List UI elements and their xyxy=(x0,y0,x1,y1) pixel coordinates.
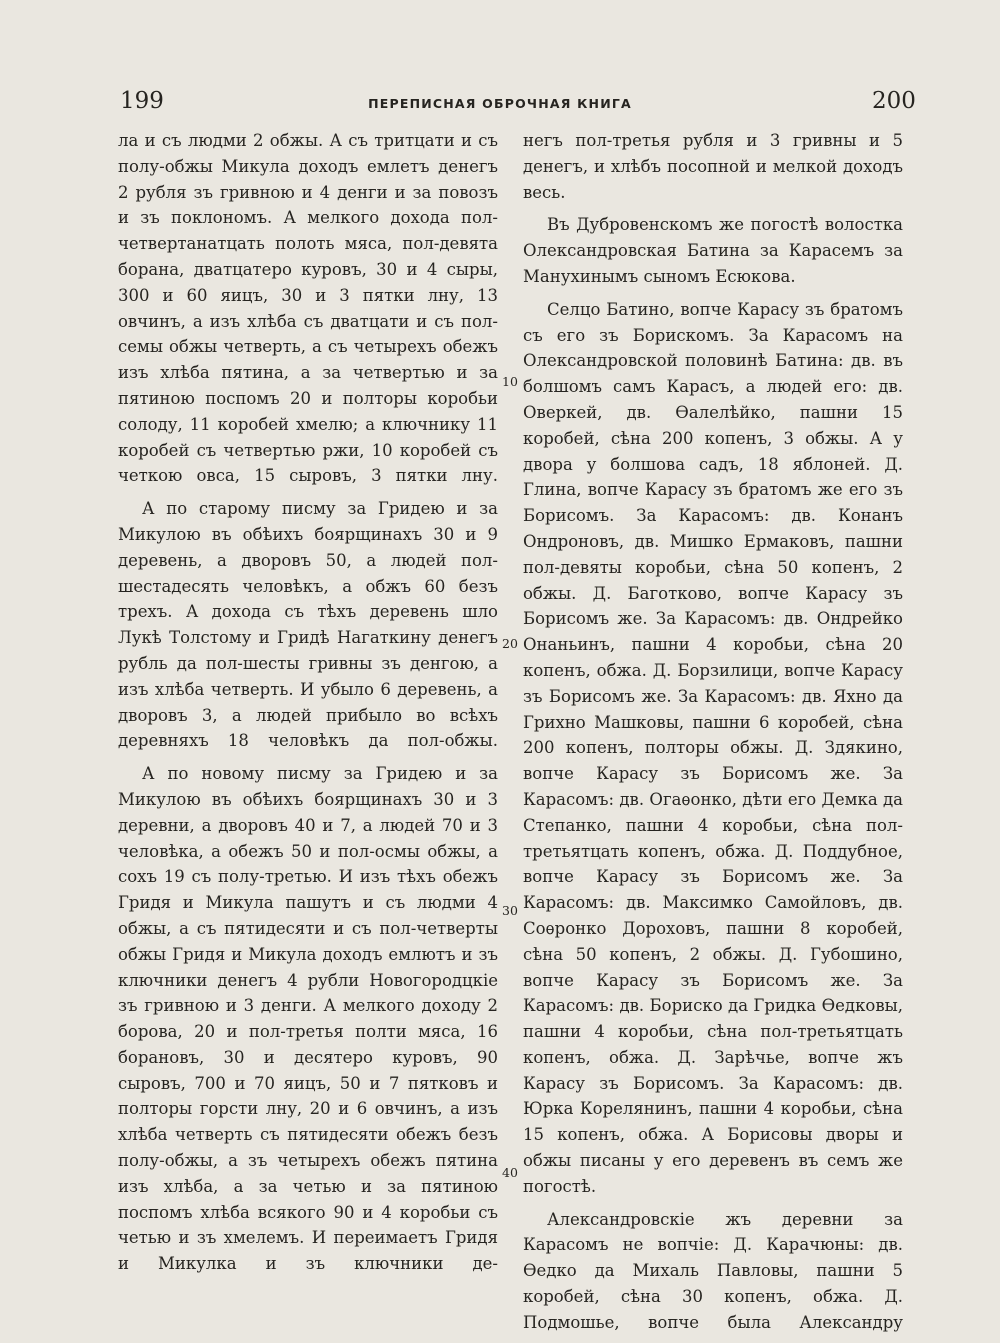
right-column xyxy=(523,128,903,1343)
running-title: ПЕРЕПИСНАЯ ОБРОЧНАЯ КНИГА xyxy=(368,96,632,111)
line-number: 10 xyxy=(502,374,518,389)
page-number-right: 200 xyxy=(872,88,916,114)
paragraph: А по новому писму за Гридею и за Микулою въ обѣихъ боярщинахъ 30 и 3 деревни, а дворовъ 40 и 7, а людей 70 и 3 человѣка, а обежъ 50 и пол-осмы обжы, а сохъ 19 съ полу-третью. И изъ тѣхъ обежъ Гридя и Микула пашутъ и съ людми 4 обжы, а съ пятидесяти и съ пол-четверты обжы Гридя и Микула доходъ емлютъ и зъ ключники денегъ 4 рубли Новогородцкіе зъ гривною и 3 денги. А мелкого доходу 2 борова, 20 и пол-третья полти мяса, 16 борановъ, 30 и десятеро куровъ, 90 сыровъ, 700 и 70 яицъ, 50 и 7 пятковъ и полторы горсти лну, 20 и 6 овчинъ, а изъ хлѣба четверть съ пятидесяти обежъ безъ полу-обжы, а зъ четырехъ обежъ пятина изъ хлѣба, а за четью и за пятиною поспомъ хлѣба всякого 90 и 4 коробьи съ четью и зъ хмелемъ. И переимаетъ Гридя и Микулка и зъ ключники де- xyxy=(118,764,498,1274)
line-number: 40 xyxy=(502,1165,518,1180)
page-number-left: 199 xyxy=(120,88,164,114)
line-number: 30 xyxy=(502,903,518,918)
paragraph: Александровскіе жъ деревни за Карасомъ не вопчіе: Д. Карачюны: дв. Ѳедко да Михаль Павловы, пашни 5 коробей, сѣна 30 копенъ, обжа. Д. Подмошье, вопче была Александру xyxy=(523,1209,903,1332)
paragraph: негъ пол-третья рубля и 3 гривны и 5 денегъ, и хлѣбъ посопной и мелкой доходъ весь. xyxy=(523,131,903,202)
left-column xyxy=(118,128,498,1284)
paragraph: А по старому писму за Гридею и за Микулою въ обѣихъ боярщинахъ 30 и 9 деревень, а дворовъ 50, а людей пол-шестадесять человѣкъ, а обжъ 60 безъ трехъ. А дохода съ тѣхъ деревень шло Лукѣ Толстому и Гридѣ Нагаткину денегъ рубль да пол-шесты гривны зъ денгою, а изъ хлѣба четверть. И убыло 6 деревень, а дворовъ 3, а людей прибыло во всѣхъ деревняхъ 18 человѣкъ да пол-обжы. xyxy=(118,499,498,751)
line-number: 20 xyxy=(502,636,518,651)
paragraph: Селцо Батино, вопче Карасу зъ братомъ съ его зъ Борискомъ. За Карасомъ на Олександровской половинѣ Батина: дв. въ болшомъ самъ Карасъ, а людей его: дв. Оверкей, дв. Ѳалелѣйко, пашни 15 коробей, сѣна 200 копенъ, 3 обжы. А у двора у болшова садъ, 18 яблоней. Д. Глина, вопче Карасу зъ братомъ же его зъ Борисомъ. За Карасомъ: дв. Конанъ Ондроновъ, дв. Мишко Ермаковъ, пашни пол-девяты коробьи, сѣна 50 копенъ, 2 обжы. Д. Баготково, вопче Карасу зъ Борисомъ же. За Карасомъ: дв. Ондрейко Онаньинъ, пашни 4 коробьи, сѣна 20 копенъ, обжа. Д. Борзилици, вопче Карасу зъ Борисомъ же. За Карасомъ: дв. Яхно да Грихно Машковы, пашни 6 коробей, сѣна 200 копенъ, полторы обжы. Д. Здякино, вопче Карасу зъ Борисомъ же. За Карасомъ: дв. Огаѳонко, дѣти его Демка да Степанко, пашни 4 коробьи, сѣна пол-третьятцать копенъ, обжа. Д. Поддубное, вопче Карасу зъ Борисомъ же. За Карасомъ: дв. Максимко Самойловъ, дв. Соѳронко Дороховъ, пашни 8 коробей, сѣна 50 копенъ, 2 обжы. Д. Губошино, вопче Карасу зъ Борисомъ же. За Карасомъ: дв. Бориско да Гридка Ѳедковы, пашни 4 коробьи, сѣна пол-третьятцать копенъ, обжа. Д. Зарѣчье, вопче жъ Карасу зъ Борисомъ. За Карасомъ: дв. Юрка Корелянинъ, пашни 4 коробьи, сѣна 15 копенъ, обжа. А Борисовы дворы и обжы писаны у его деревенъ въ семъ же погостѣ. xyxy=(523,299,903,1196)
paragraph: Въ Дубровенскомъ же погостѣ волостка Олександровская Батина за Карасемъ за Манухинымъ сыномъ Есюкова. xyxy=(523,215,903,286)
running-header xyxy=(0,88,1000,128)
paragraph: ла и съ людми 2 обжы. А съ тритцати и съ полу-обжы Микула доходъ емлетъ денегъ 2 рубля зъ гривною и 4 денги и за повозъ и зъ поклономъ. А мелкого дохода пол-четвертанатцать полоть мяса, пол-девята борана, дватцатеро куровъ, 30 и 4 сыры, 300 и 60 яицъ, 30 и 3 пятки лну, 13 овчинъ, а изъ хлѣба съ дватцати и съ пол-семы обжы четверть, а съ четырехъ обежъ изъ хлѣба пятина, а за четвертью и за пятиною поспомъ 20 и полторы коробьи солоду, 11 коробей хмелю; а ключнику 11 коробей съ четвертью ржи, 10 коробей съ четкою овса, 15 сыровъ, 3 пятки лну. xyxy=(118,131,498,486)
